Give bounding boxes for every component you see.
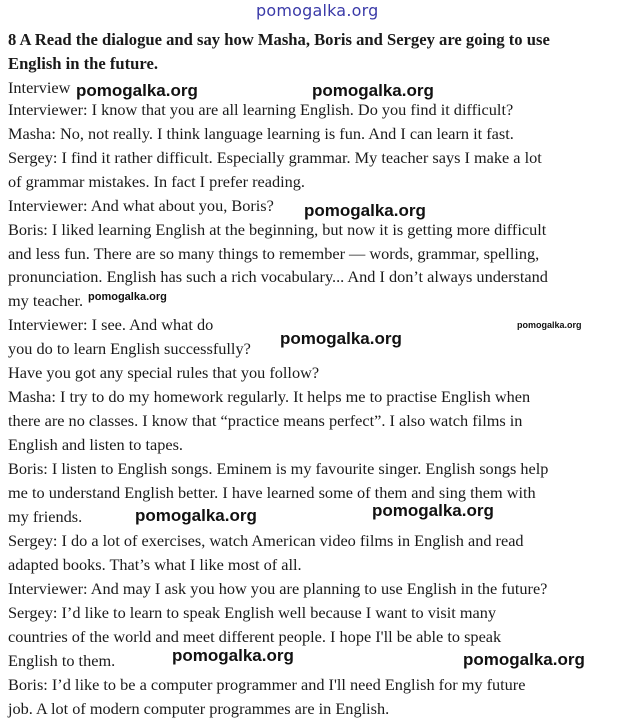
dialogue-line: English to them. xyxy=(8,651,116,670)
dialogue-line: Boris: I listen to English songs. Eminem is my favourite singer. English songs help xyxy=(8,459,549,478)
dialogue-line: Interviewer: And may I ask you how you are planning to use English in the future? xyxy=(8,579,548,598)
watermark: pomogalka.org xyxy=(88,291,167,303)
dialogue-line: Boris: I liked learning English at the beginning, but now it is getting more difficult xyxy=(8,220,547,239)
dialogue-line: Sergey: I find it rather difficult. Especially grammar. My teacher says I make a lot xyxy=(8,148,542,167)
exercise-title-line-2: English in the future. xyxy=(8,54,158,73)
dialogue-line: Interviewer: And what about you, Boris? xyxy=(8,196,274,215)
dialogue-line: and less fun. There are so many things to remember — words, grammar, spelling, xyxy=(8,244,540,263)
site-watermark-header: pomogalka.org xyxy=(256,1,379,20)
dialogue-line: job. A lot of modern computer programmes are in English. xyxy=(8,699,390,718)
dialogue-line: my friends. xyxy=(8,507,83,526)
dialogue-line: my teacher. xyxy=(8,291,84,310)
dialogue-line: you do to learn English successfully? xyxy=(8,339,251,358)
exercise-title-line-1: 8 A Read the dialogue and say how Masha, Boris and Sergey are going to use xyxy=(8,30,550,49)
watermark: pomogalka.org xyxy=(135,506,257,525)
dialogue-line: Masha: I try to do my homework regularly. It helps me to practise English when xyxy=(8,387,531,406)
watermark: pomogalka.org xyxy=(372,501,494,520)
watermark: pomogalka.org xyxy=(280,329,402,348)
watermark: pomogalka.org xyxy=(304,201,426,220)
dialogue-line: Sergey: I’d like to learn to speak English well because I want to visit many xyxy=(8,603,497,622)
dialogue-line: countries of the world and meet different people. I hope I'll be able to speak xyxy=(8,627,502,646)
dialogue-line: me to understand English better. I have learned some of them and sing them with xyxy=(8,483,536,502)
dialogue-line: Sergey: I do a lot of exercises, watch American video films in English and read xyxy=(8,531,524,550)
dialogue-line: Boris: I’d like to be a computer programmer and I'll need English for my future xyxy=(8,675,526,694)
watermark: pomogalka.org xyxy=(463,650,585,669)
dialogue-line: Interview xyxy=(8,78,71,97)
watermark: pomogalka.org xyxy=(312,81,434,100)
dialogue-line: there are no classes. I know that “practice means perfect”. I also watch films in xyxy=(8,411,523,430)
dialogue-line: adapted books. That’s what I like most of all. xyxy=(8,555,302,574)
dialogue-line: English and listen to tapes. xyxy=(8,435,183,454)
dialogue-line: Have you got any special rules that you follow? xyxy=(8,363,320,382)
dialogue-line: of grammar mistakes. In fact I prefer reading. xyxy=(8,172,305,191)
watermark: pomogalka.org xyxy=(76,81,198,100)
watermark: pomogalka.org xyxy=(517,320,582,330)
dialogue-line: Interviewer: I see. And what do xyxy=(8,315,214,334)
dialogue-line: pronunciation. English has such a rich vocabulary... And I don’t always understand xyxy=(8,267,548,286)
dialogue-line: Masha: No, not really. I think language learning is fun. And I can learn it fast. xyxy=(8,124,514,143)
dialogue-line: Interviewer: I know that you are all learning English. Do you find it difficult? xyxy=(8,100,514,119)
watermark: pomogalka.org xyxy=(172,646,294,665)
